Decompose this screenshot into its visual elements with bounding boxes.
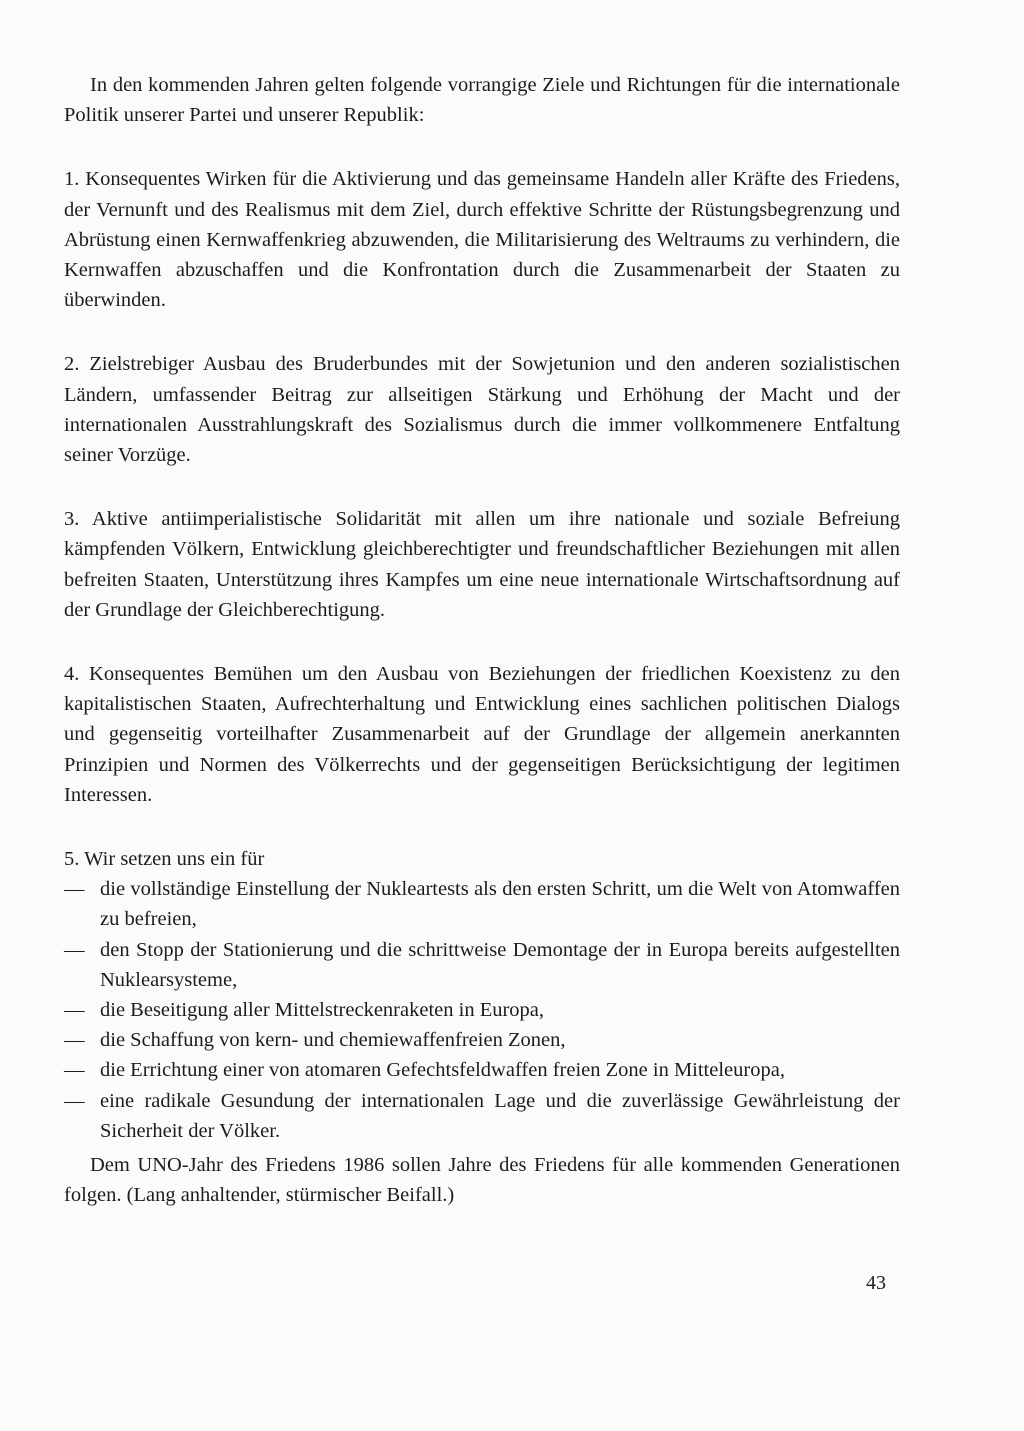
point-number: 3. — [64, 508, 80, 531]
dash-marker: — — [64, 1029, 85, 1052]
point-2-paragraph — [64, 349, 900, 470]
body-text — [64, 70, 900, 1245]
point-5-section — [64, 844, 900, 1146]
point-text: Konsequentes Bemühen um den Ausbau von Beziehungen der friedlichen Koexistenz zu den kapitalistischen Staaten, Aufrechterhaltung und Entwicklung eines sachlichen politischen Dialogs und gegenseitig vorteilhafter Zusammenarbeit auf der Grundlage der allgemein anerkannten Prinzipien und Normen des Völkerrechts und der gegenseitigen Berücksichtigung der legitimen Interessen. — [64, 663, 900, 806]
list-item-text: eine radikale Gesundung der internationalen Lage und die zuverlässige Gewährleistung der Sicherheit der Völker. — [100, 1089, 900, 1142]
point-text: Zielstrebiger Ausbau des Bruderbundes mit der Sowjetunion und den anderen sozialistischen Ländern, umfassender Beitrag zur allseitigen Stärkung und Erhöhung der Macht und der internationalen Ausstrahlungskraft des Sozialismus durch die immer vollkommenere Entfaltung seiner Vorzüge. — [64, 353, 900, 467]
point-3-paragraph — [64, 504, 900, 625]
point-1-paragraph — [64, 164, 900, 315]
dash-marker: — — [64, 1089, 85, 1112]
list-item-text: die vollständige Einstellung der Nukleartests als den ersten Schritt, um die Welt von Atomwaffen zu befreien, — [100, 878, 900, 931]
dash-marker: — — [64, 878, 85, 901]
list-item — [64, 1055, 900, 1085]
point-number: 5. — [64, 848, 80, 871]
point-number: 2. — [64, 353, 80, 376]
list-item-text: die Beseitigung aller Mittelstreckenraketen in Europa, — [100, 999, 545, 1022]
point-text: Wir setzen uns ein für — [84, 848, 265, 871]
dash-marker: — — [64, 999, 85, 1022]
dash-marker: — — [64, 1059, 85, 1082]
list-item — [64, 935, 900, 995]
list-item — [64, 995, 900, 1025]
demands-list — [64, 874, 900, 1146]
point-5-lead — [64, 844, 900, 874]
page-number: 43 — [866, 1272, 886, 1294]
closing-paragraph: Dem UNO-Jahr des Friedens 1986 sollen Jahre des Friedens für alle kommenden Generationen folgen. (Lang anhaltender, stürmischer Beifall.) — [64, 1154, 900, 1207]
point-4-paragraph — [64, 659, 900, 810]
point-number: 1. — [64, 168, 80, 191]
point-text: Aktive antiimperialistische Solidarität mit allen um ihre nationale und soziale Befreiung kämpfenden Völkern, Entwicklung gleichberechtigter und freundschaftlicher Beziehungen mit allen befreiten Staaten, Unterstützung ihres Kampfes um eine neue internationale Wirtschaftsordnung auf der Grundlage der Gleichberechtigung. — [64, 508, 900, 621]
intro-paragraph: In den kommenden Jahren gelten folgende vorrangige Ziele und Richtungen für die internationale Politik unserer Partei und unserer Republik: — [64, 74, 900, 127]
list-item — [64, 1086, 900, 1146]
list-item — [64, 1025, 900, 1055]
list-item-text: den Stopp der Stationierung und die schrittweise Demontage der in Europa bereits aufgestellten Nuklearsysteme, — [100, 938, 900, 991]
list-item-text: die Schaffung von kern- und chemiewaffenfreien Zonen, — [100, 1029, 566, 1052]
dash-marker: — — [64, 938, 85, 961]
point-text: Konsequentes Wirken für die Aktivierung und das gemeinsame Handeln aller Kräfte des Friedens, der Vernunft und des Realismus mit dem Ziel, durch effektive Schritte der Rüstungsbegrenzung und Abrüstung einen Kernwaffenkrieg abzuwenden, die Militarisierung des Weltraums zu verhindern, die Kernwaffen abzuschaffen und die Konfrontation durch die Zusammenarbeit der Staaten zu überwinden. — [64, 168, 901, 312]
list-item-text: die Errichtung einer von atomaren Gefechtsfeldwaffen freien Zone in Mitteleuropa, — [100, 1059, 785, 1082]
list-item — [64, 874, 900, 934]
point-number: 4. — [64, 663, 80, 686]
